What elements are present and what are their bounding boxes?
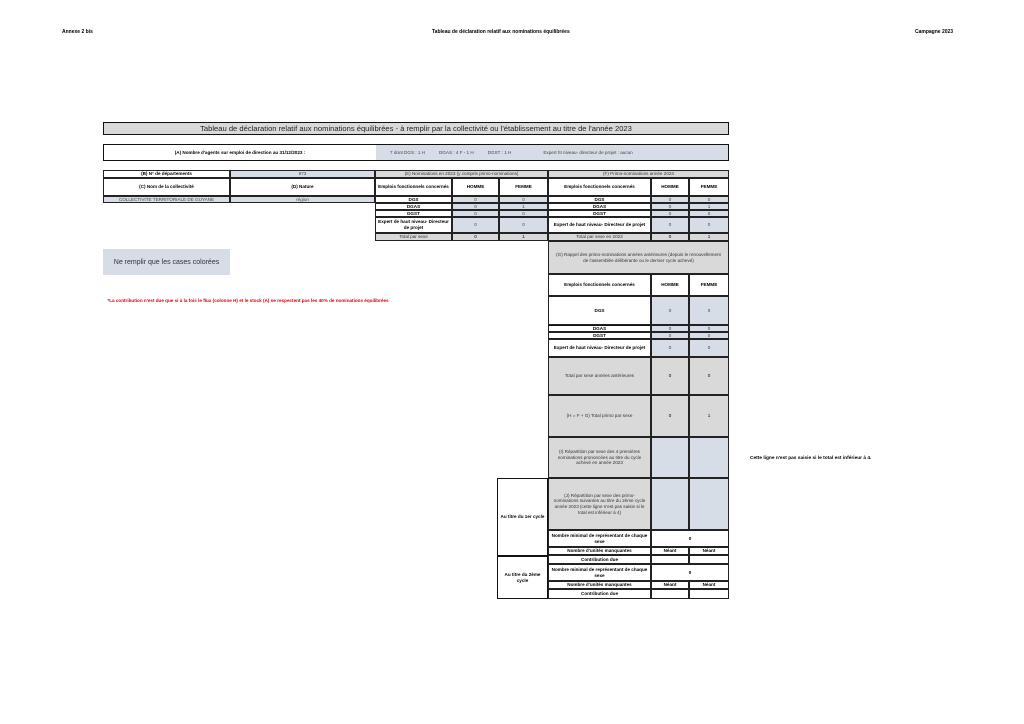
section-e-row-label: DGS (375, 196, 452, 203)
section-e-homme-input[interactable]: 0 (452, 196, 499, 203)
section-e-homme-input[interactable]: 0 (452, 210, 499, 217)
section-f-col-emploi: Emplois fonctionnels concernés (548, 178, 651, 196)
section-g-row-label: DGS (548, 296, 651, 325)
section-f-femme-input[interactable]: 0 (689, 217, 729, 233)
row-a-values[interactable] (376, 145, 728, 160)
section-g-homme-input[interactable]: 0 (651, 325, 689, 332)
cycle-1-contribution-femme (689, 555, 729, 564)
section-e-femme-input[interactable]: 1 (499, 203, 548, 210)
cycle-1-label: Au titre du 1er cycle (497, 478, 548, 556)
row-a-dgst: DGST : 1 H (487, 150, 512, 155)
section-e-homme-input[interactable]: 0 (452, 217, 499, 233)
section-f-femme-input[interactable]: 0 (689, 196, 729, 203)
section-f-row-label: Expert de haut niveau- Directeur de projet (548, 217, 651, 233)
section-e-col-femme: FEMME (499, 178, 548, 196)
section-e-row-label: DGST (375, 210, 452, 217)
cycle-2-missing-label: Nombre d'unités manquantes (548, 581, 651, 589)
annex-label: Annexe 2 bis (62, 29, 93, 35)
section-f-total-label: Total par sexe en 2023 (548, 233, 651, 241)
section-g-total-femme: 0 (689, 357, 729, 395)
section-g-col-homme: HOMME (651, 274, 689, 296)
cycle-2-missing-femme: Néant (689, 581, 729, 589)
section-e-row-label: DGAS (375, 203, 452, 210)
j-repartition-femme-input[interactable] (689, 478, 729, 530)
hfg-total-label: (H = F + G) Total primo par sexe (548, 395, 651, 437)
cycle-2-contribution-label: Contribution due (548, 589, 651, 599)
j-repartition-label: (J) Répartition par sexe des primo-nominations suivantes au titre du 2ème cycle année 2023 (cette ligne n'est pas saisie si le total est inférieur à 4) (548, 478, 651, 530)
section-g-homme-input[interactable]: 0 (651, 296, 689, 325)
cycle-1-min-label: Nombre minimal de représentant de chaque sexe (548, 530, 651, 547)
cycle-2-contribution-homme (651, 589, 689, 599)
section-e-total-femme: 1 (499, 233, 548, 241)
row-a-dgas: DGAS : 4 F - 1 H (438, 150, 474, 155)
row-a-expert: Expert ht niveau- directeur de projet : aucun (543, 150, 633, 155)
section-f-homme-input[interactable]: 0 (651, 217, 689, 233)
section-e-col-emploi: Emplois fonctionnels concernés (375, 178, 452, 196)
cycle-1-missing-homme: Néant (651, 547, 689, 555)
cycle-1-missing-femme: Néant (689, 547, 729, 555)
i-repartition-label: (I) Répartition par sexe des 4 premières nominations prononcées au titre du cycle achevé en année 2023 (548, 437, 651, 478)
section-g-col-femme: FEMME (689, 274, 729, 296)
section-f-col-femme: FEMME (689, 178, 729, 196)
side-note: Cette ligne n'est pas saisie si le total est inférieur à 4. (750, 456, 872, 461)
section-f-title: (F) Primo-nominations année 2023 (548, 170, 729, 178)
section-f-femme-input[interactable]: 0 (689, 210, 729, 217)
section-g-total-label: Total par sexe années antérieures (548, 357, 651, 395)
j-repartition-homme-input[interactable] (651, 478, 689, 530)
i-repartition-homme-input[interactable] (651, 437, 689, 478)
nature-value[interactable]: région (230, 196, 375, 203)
section-e-title: (E) Nominations en 2023 (y compris primo-nominations) (375, 170, 548, 178)
dept-label: (B) N° de départements (103, 170, 230, 178)
row-a-agents-count (103, 144, 729, 161)
section-g-col-emploi: Emplois fonctionnels concernés (548, 274, 651, 296)
row-a-label: (A) Nombre d'agents sur emploi de direction au 31/12/2023 : (174, 150, 306, 155)
section-g-total-homme: 0 (651, 357, 689, 395)
section-g-femme-input[interactable]: 0 (689, 339, 729, 357)
table-title: Tableau de déclaration relatif aux nominations équilibrées - à remplir par la collectivité ou l'établissement au titre de l'année 2023 (103, 122, 729, 135)
cycle-2-min-value: 0 (651, 564, 729, 581)
collectivity-name-label: (C) Nom de la collectivité (103, 178, 230, 196)
section-f-total-femme: 1 (689, 233, 729, 241)
row-a-total: 7 dont DGS : 1 H (390, 150, 425, 155)
section-f-homme-input[interactable]: 0 (651, 196, 689, 203)
cycle-2-min-label: Nombre minimal de représentant de chaque sexe (548, 564, 651, 581)
cycle-2-label: Au titre du 2ème cycle (497, 556, 548, 599)
i-repartition-femme-input[interactable] (689, 437, 729, 478)
section-g-row-label: DGAS (548, 325, 651, 332)
cycle-2-missing-homme: Néant (651, 581, 689, 589)
section-g-row-label: DGST (548, 332, 651, 339)
section-e-femme-input[interactable]: 0 (499, 196, 548, 203)
contribution-footnote: *La contribution n'est due que si à la fois le flux (colonne H) et le stock (A) ne respectent pas les 40% de nominations équilibrées (107, 298, 389, 303)
section-e-femme-input[interactable]: 0 (499, 217, 548, 233)
section-e-row-label: Expert de haut niveau- Directeur de projet (375, 217, 452, 233)
hfg-total-femme: 1 (689, 395, 729, 437)
section-g-femme-input[interactable]: 0 (689, 296, 729, 325)
section-f-row-label: DGS (548, 196, 651, 203)
cycle-1-contribution-label: Contribution due (548, 555, 651, 564)
section-e-femme-input[interactable]: 0 (499, 210, 548, 217)
section-g-homme-input[interactable]: 0 (651, 339, 689, 357)
section-e-homme-input[interactable]: 0 (452, 203, 499, 210)
section-g-femme-input[interactable]: 0 (689, 332, 729, 339)
section-e-total-label: Total par sexe (375, 233, 452, 241)
nature-label: (D) Nature (230, 178, 375, 196)
section-f-row-label: DGST (548, 210, 651, 217)
cycle-1-min-value: 0 (651, 530, 729, 547)
section-f-total-homme: 0 (651, 233, 689, 241)
fill-only-colored-cells-note: Ne remplir que les cases colorées (103, 249, 230, 275)
section-f-homme-input[interactable]: 0 (651, 203, 689, 210)
campaign-label: Campagne 2023 (915, 29, 954, 35)
section-f-row-label: DGAS (548, 203, 651, 210)
cycle-1-contribution-homme (651, 555, 689, 564)
section-g-homme-input[interactable]: 0 (651, 332, 689, 339)
cycle-2-contribution-femme (689, 589, 729, 599)
dept-value[interactable]: 973 (230, 170, 375, 178)
collectivity-name-value[interactable]: COLLECTIVITE TERRITORIALE DE GUYANE (103, 196, 230, 203)
section-g-femme-input[interactable]: 0 (689, 325, 729, 332)
section-g-title: (G) Rappel des primo-nominations années antérieures (depuis le renouvellement de l'assemblée délibérante ou le dernier cycle achevé) (548, 241, 729, 274)
section-f-homme-input[interactable]: 0 (651, 210, 689, 217)
section-f-femme-input[interactable]: 1 (689, 203, 729, 210)
section-e-total-homme: 0 (452, 233, 499, 241)
section-e-col-homme: HOMME (452, 178, 499, 196)
hfg-total-homme: 0 (651, 395, 689, 437)
document-header-title: Tableau de déclaration relatif aux nominations équilibrées (432, 29, 570, 35)
cycle-1-missing-label: Nombre d'unités manquantes (548, 547, 651, 555)
section-f-col-homme: HOMME (651, 178, 689, 196)
section-g-row-label: Expert de haut niveau- Directeur de projet (548, 339, 651, 357)
